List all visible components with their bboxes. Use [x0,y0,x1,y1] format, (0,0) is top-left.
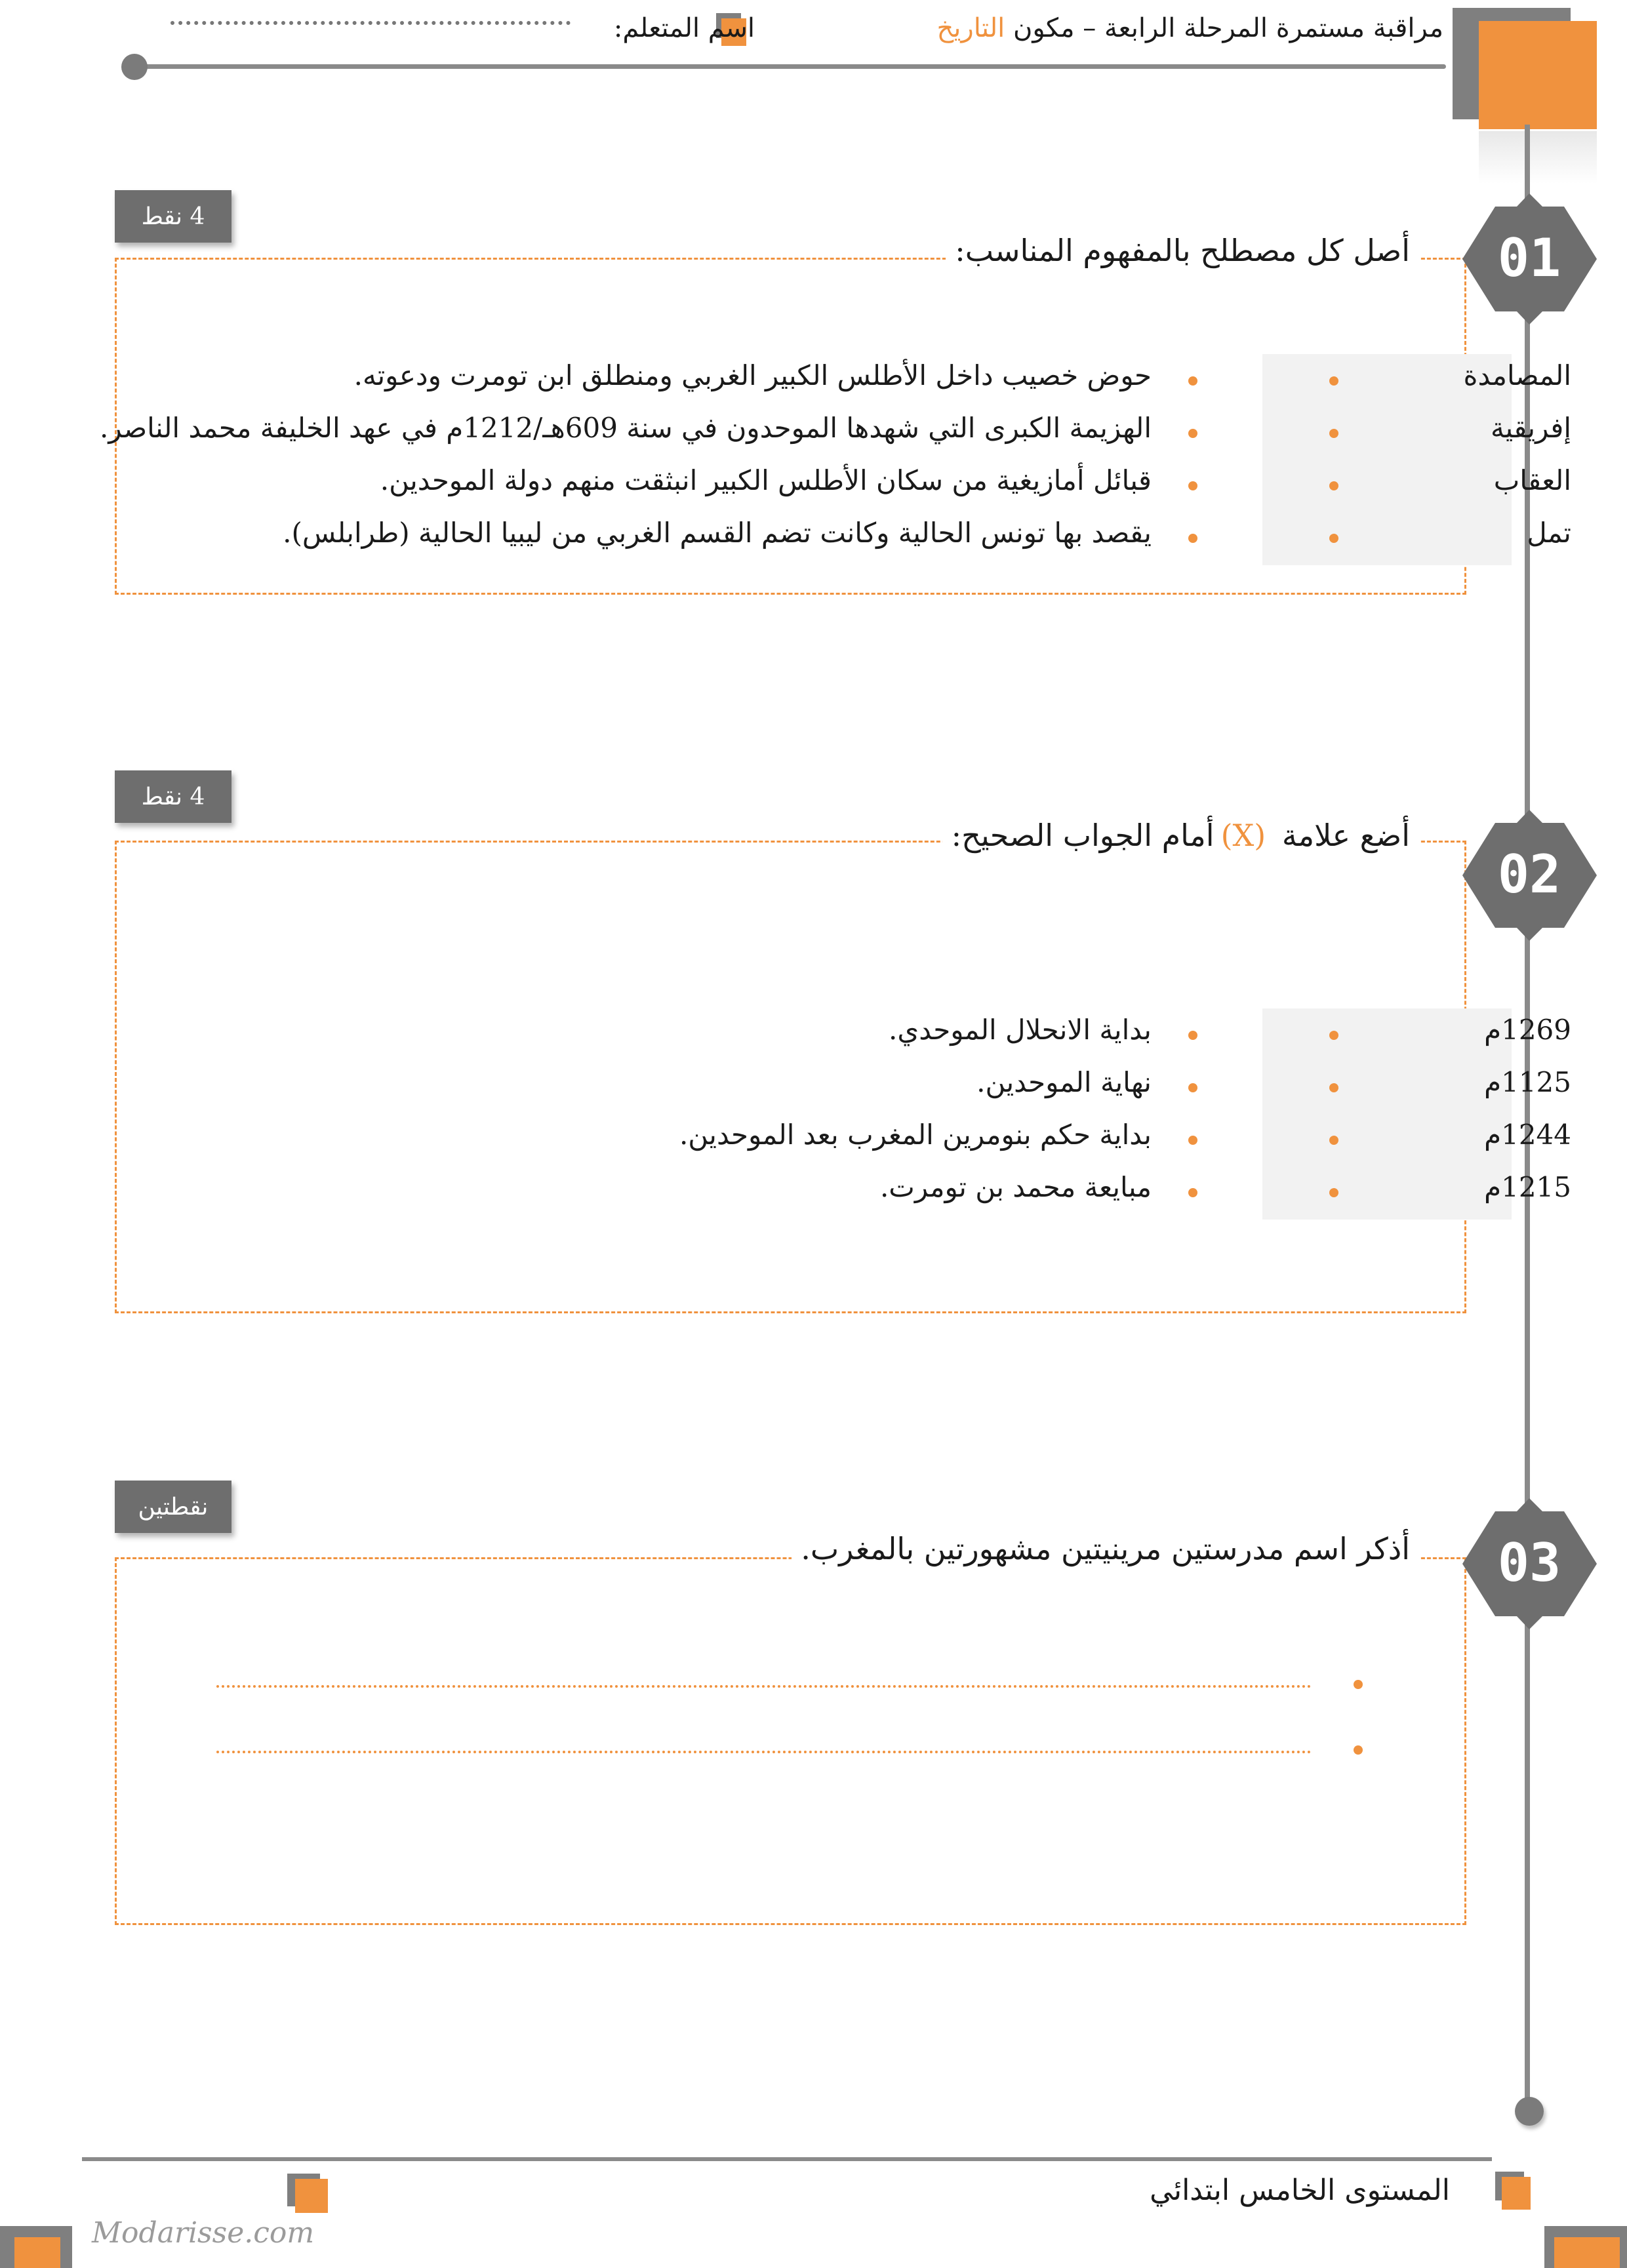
watermark: Modarisse.com [92,2216,315,2250]
list-item-definition: حوض خصيب داخل الأطلس الكبير الغربي ومنطلق ابن تومرت ودعوته. [353,359,1152,391]
bullet-icon [1188,1188,1197,1197]
subject-name: التاريخ [936,13,1005,43]
list-item-term: 1125م [1484,1066,1571,1098]
bullet-icon [1329,1136,1338,1145]
bullet-icon [1329,1188,1338,1197]
list-item-term: 1244م [1484,1119,1571,1151]
question-prompt: أضع علامة (X)أمام الجواب الصحيح: [942,818,1419,853]
points-tag: نقطتين [115,1481,231,1533]
points-tag: 4 نقط [115,770,231,823]
question-box [115,1557,1466,1925]
student-name-label: اسم المتعلم: [613,13,755,43]
question-number-badge [1459,1498,1600,1629]
answer-line-1[interactable] [216,1685,1312,1688]
question-number: 03 [1497,1532,1561,1593]
answer-line-2[interactable] [216,1751,1312,1753]
list-item-definition: بداية الانحلال الموحدي. [889,1014,1152,1046]
list-item-term: 1269م [1484,1014,1571,1046]
mark-symbol: (X) [1220,818,1266,853]
list-item-term: إفريقية [1490,412,1571,444]
bullet-icon [1188,1083,1197,1092]
page-title: مراقبة مستمرة المرحلة الرابعة – مكون التاريخ [936,13,1443,43]
list-item-term: العقاب [1493,464,1571,496]
list-item-definition: مبايعة محمد بن تومرت. [879,1171,1152,1203]
bullet-icon [1188,1031,1197,1040]
list-item-term: تمل [1527,517,1571,549]
list-item-term: المصامدة [1463,359,1571,391]
bullet-icon [1329,1083,1338,1092]
footer-square-orange [1502,2177,1531,2210]
list-item-definition: قبائل أمازيغية من سكان الأطلس الكبير انبثقت منهم دولة الموحدين. [380,464,1152,496]
list-item-term: 1215م [1484,1171,1571,1203]
bullet-icon [1188,1136,1197,1145]
corner-square-orange [14,2237,60,2268]
bullet-icon [1329,1031,1338,1040]
bullet-icon [1354,1745,1363,1755]
points-tag: 4 نقط [115,190,231,243]
bullet-icon [1354,1680,1363,1689]
footer-square-orange [295,2179,328,2213]
list-item-definition: نهاية الموحدين. [976,1066,1152,1098]
question-number: 01 [1497,228,1561,288]
list-item-definition: يقصد بها تونس الحالية وكانت تضم القسم الغربي من ليبيا الحالية (طرابلس). [283,517,1152,549]
list-item-definition: الهزيمة الكبرى التي شهدها الموحدون في سنة 609هـ/1212م في عهد الخليفة محمد الناصر. [99,412,1152,444]
question-number: 02 [1497,844,1561,905]
footer-line [82,2157,1492,2161]
question-prompt: أصل كل مصطلح بالمفهوم المناسب: [946,233,1419,268]
list-item-definition: بداية حكم بنومرين المغرب بعد الموحدين. [679,1119,1152,1151]
corner-square-orange [1554,2237,1620,2268]
grade-level: المستوى الخامس ابتدائي [1150,2174,1450,2207]
question-prompt: أذكر اسم مدرستين مرينيتين مشهورتين بالمغرب. [792,1531,1419,1566]
